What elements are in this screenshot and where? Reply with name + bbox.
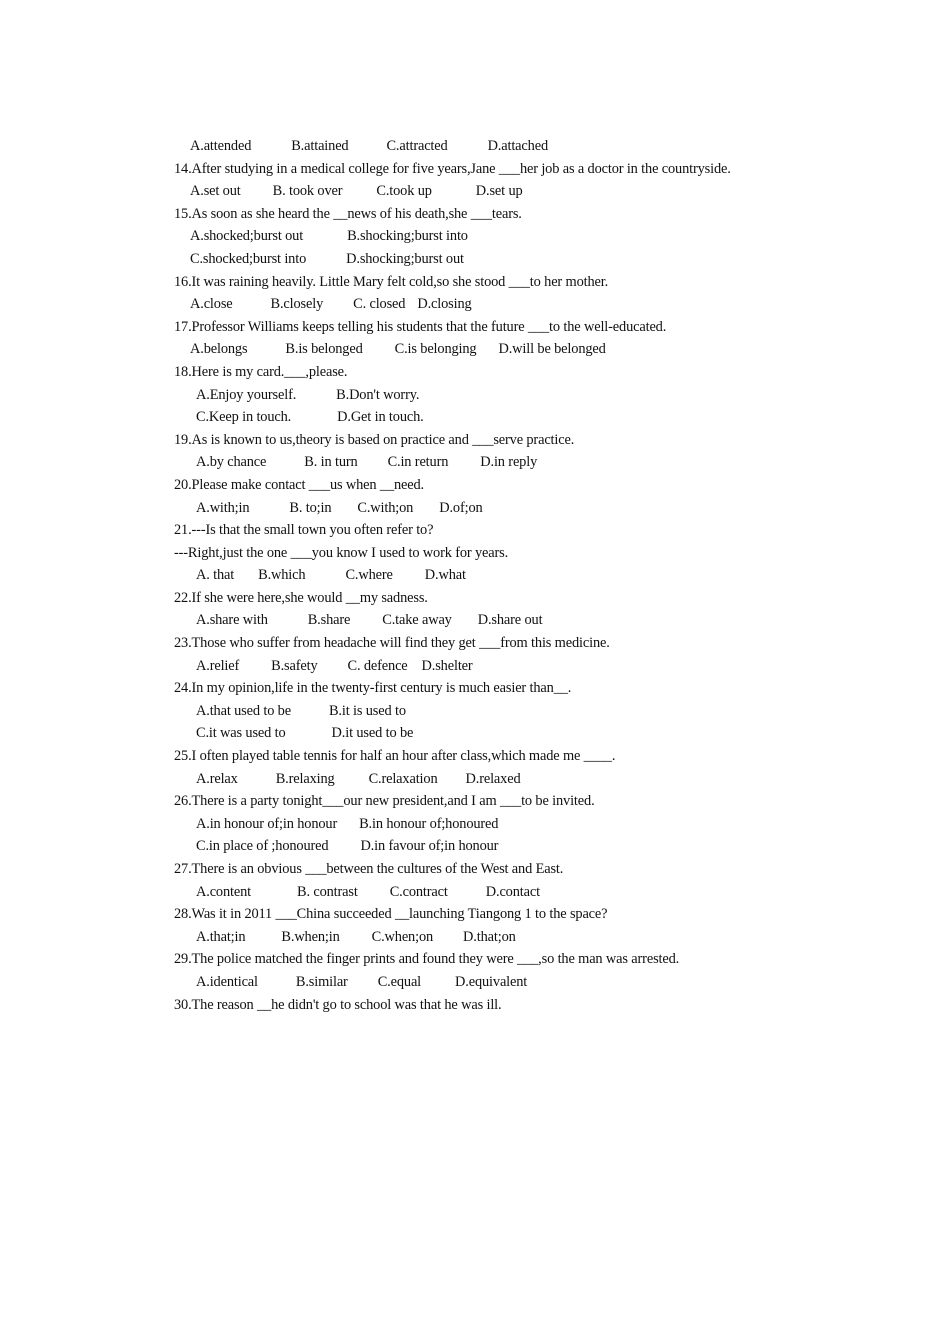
question-text: 19.As is known to us,theory is based on practice and ___serve practice. [174, 431, 575, 448]
answer-option: A.close [190, 296, 233, 313]
question-text: 17.Professor Williams keeps telling his students that the future ___to the well-educated. [174, 318, 667, 335]
answer-option: C.with;on [357, 499, 414, 516]
answer-option: C.equal [377, 973, 422, 990]
answer-option: B. to;in [289, 499, 332, 516]
answer-option: C.in return [387, 454, 449, 471]
answer-options [0, 700, 950, 723]
answer-option: A.by chance [196, 454, 267, 471]
answer-option: D.it used to be [331, 725, 414, 742]
answer-option: D.relaxed [465, 770, 521, 787]
answer-option: A.that used to be [196, 702, 291, 719]
answer-option: C.when;on [371, 928, 434, 945]
answer-option: A.set out [190, 183, 241, 200]
answer-option: C.where [345, 567, 393, 584]
answer-option: A.shocked;burst out [190, 228, 304, 245]
answer-option: B.which [258, 567, 306, 584]
answer-option: D.attached [487, 138, 548, 154]
answer-option: C.attracted [386, 138, 448, 154]
answer-option: B. in turn [304, 454, 358, 471]
answer-options [0, 293, 950, 316]
answer-option: D.set up [475, 183, 523, 200]
question-text: 29.The police matched the finger prints and found they were ___,so the man was arrested. [174, 951, 680, 968]
question-text: ---Right,just the one ___you know I used to work for years. [174, 544, 509, 561]
answer-options [0, 813, 950, 836]
question-text: 14.After studying in a medical college for five years,Jane ___her job as a doctor in the countryside. [174, 160, 731, 177]
answer-option: B.shocking;burst into [347, 228, 468, 245]
answer-options [0, 497, 950, 520]
answer-options [0, 451, 950, 474]
answer-options [0, 609, 950, 632]
answer-option: C.relaxation [368, 770, 438, 787]
answer-options [0, 926, 950, 949]
answer-option: D.equivalent [455, 973, 528, 990]
answer-option: D.of;on [439, 499, 483, 516]
answer-option: C.it was used to [196, 725, 286, 742]
answer-option: D.will be belonged [498, 341, 606, 358]
answer-option: A.attended [190, 138, 252, 154]
answer-option: D.Get in touch. [337, 409, 424, 426]
answer-options [0, 406, 950, 429]
question-text: 30.The reason __he didn't go to school was that he was ill. [174, 996, 502, 1013]
question-text: 25.I often played table tennis for half an hour after class,which made me ____. [174, 748, 616, 765]
answer-options [0, 180, 950, 203]
question-text: 16.It was raining heavily. Little Mary felt cold,so she stood ___to her mother. [174, 273, 609, 290]
question-text: 15.As soon as she heard the __news of his death,she ___tears. [174, 205, 522, 222]
answer-option: A.share with [196, 612, 268, 629]
answer-option: B.similar [295, 973, 348, 990]
answer-option: A.content [196, 883, 251, 900]
question-list [0, 135, 950, 1016]
answer-options [0, 881, 950, 904]
answer-options [0, 135, 950, 158]
answer-options [0, 722, 950, 745]
answer-option: D.shelter [421, 657, 473, 674]
answer-option: B.it is used to [328, 702, 406, 719]
answer-options [0, 338, 950, 361]
answer-option: D.that;on [463, 928, 516, 945]
answer-option: B.relaxing [275, 770, 335, 787]
answer-option: D.contact [485, 883, 540, 900]
answer-option: C.in place of ;honoured [196, 838, 329, 855]
answer-options [0, 564, 950, 587]
answer-option: B.closely [270, 296, 324, 313]
answer-options [0, 248, 950, 271]
answer-option: B.Don't worry. [336, 386, 420, 403]
answer-option: C. defence [347, 657, 408, 674]
answer-option: A.belongs [190, 341, 248, 358]
answer-option: D.closing [417, 296, 472, 313]
question-text: 21.---Is that the small town you often refer to? [174, 522, 434, 539]
question-text: 18.Here is my card.___,please. [174, 363, 348, 380]
answer-option: A.in honour of;in honour [196, 815, 338, 832]
answer-option: A.Enjoy yourself. [196, 386, 297, 403]
answer-option: D.shocking;burst out [346, 250, 464, 267]
answer-option: B.share [307, 612, 351, 629]
answer-option: C.contract [389, 883, 448, 900]
answer-option: B. contrast [297, 883, 358, 900]
answer-option: C.Keep in touch. [196, 409, 292, 426]
answer-option: D.in reply [480, 454, 538, 471]
answer-options [0, 768, 950, 791]
question-text: 28.Was it in 2011 ___China succeeded __launching Tiangong 1 to the space? [174, 906, 608, 923]
answer-option: A. that [196, 567, 235, 584]
answer-option: B.is belonged [285, 341, 363, 358]
answer-option: C.is belonging [394, 341, 477, 358]
answer-option: D.what [424, 567, 466, 584]
answer-option: B.safety [271, 657, 318, 674]
answer-options [0, 384, 950, 407]
answer-option: C. closed [353, 296, 406, 313]
answer-option: C.take away [382, 612, 452, 629]
question-text: 22.If she were here,she would __my sadness. [174, 589, 428, 606]
answer-option: B.when;in [281, 928, 340, 945]
answer-option: D.share out [477, 612, 543, 629]
question-text: 26.There is a party tonight___our new president,and I am ___to be invited. [174, 793, 595, 810]
question-text: 24.In my opinion,life in the twenty-first century is much easier than__. [174, 680, 572, 697]
answer-options [0, 971, 950, 994]
question-text: 23.Those who suffer from headache will find they get ___from this medicine. [174, 635, 610, 652]
answer-option: A.relax [196, 770, 238, 787]
answer-option: C.took up [376, 183, 432, 200]
question-text: 27.There is an obvious ___between the cultures of the West and East. [174, 861, 564, 877]
answer-option: C.shocked;burst into [190, 250, 307, 267]
answer-options [0, 655, 950, 678]
answer-options [0, 835, 950, 858]
answer-options [0, 225, 950, 248]
answer-option: B. took over [272, 183, 343, 200]
answer-option: A.with;in [196, 499, 250, 516]
answer-option: A.relief [196, 657, 240, 674]
answer-option: A.that;in [196, 928, 246, 945]
answer-option: B.attained [291, 138, 349, 154]
answer-option: A.identical [196, 973, 258, 990]
answer-option: D.in favour of;in honour [360, 838, 499, 855]
answer-option: B.in honour of;honoured [359, 815, 499, 832]
question-text: 20.Please make contact ___us when __need. [174, 476, 425, 493]
